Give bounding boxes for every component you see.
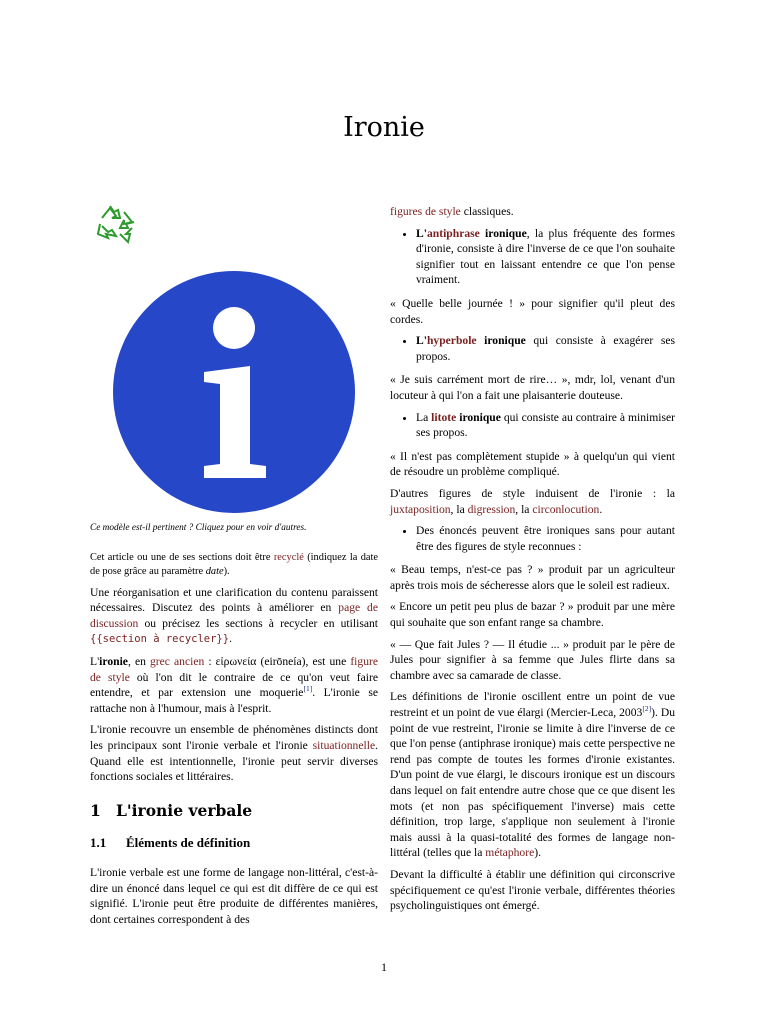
banner-paragraph: Une réorganisation et une clarification du contenu paraissent nécessaires. Discutez des points à améliorer en page de discussion ou précisez les sections à recycler en utilisant {{section à recycler}}. <box>90 585 379 646</box>
page-title: Ironie <box>343 112 425 143</box>
section-heading-1: 1 L'ironie verbale <box>90 800 253 820</box>
banner-notice: Cet article ou une de ses sections doit être recyclé (indiquez la date de pose grâce au paramètre date). <box>90 551 379 577</box>
link-discussion[interactable]: page de discussion <box>90 601 379 630</box>
left-column <box>90 200 378 933</box>
bullet-list-2 <box>390 333 675 364</box>
right-column <box>390 204 675 920</box>
verbal-irony-paragraph: L'ironie verbale est une forme de langage non-littéral, c'est-à-dire un énoncé dans lequel ce qui est dit diffère de ce qui est signifié. L'ironie peut être produite de différentes manières, dont certaines correspondent à des <box>90 865 378 926</box>
example-3: « Il n'est pas complètement stupide » à quelqu'un qui vient de résoudre un problème compliqué. <box>390 449 675 479</box>
continuation: figures de style classiques. <box>390 205 514 218</box>
link-digression[interactable]: digression <box>467 502 516 516</box>
example-1: « Quelle belle journée ! » pour signifier qu'il pleut des cordes. <box>390 296 675 326</box>
definitions-paragraph: Les définitions de l'ironie oscillent entre un point de vue restreint et un point de vue élargi (Mercier-Leca, 2003[2]). Du point de vue restreint, l'ironie se limite à dire l'inverse de ce que l'on pense (antiphrase ironique) mais cette perspective ne rend pas compte de toutes les formes d'ironie existantes. D'un point de vue élargi, le discours ironique est un discours dans lequel on fait entendre autre chose que ce que disent les mots (et non pas spécifiquement l'inverse) mais cette définition, trop large, s'applique non seulement à l'ironie mais aussi à la quasi-totalité des formes de langage non-littéral (telles que la métaphore). <box>390 690 675 860</box>
example-4: « Beau temps, n'est-ce pas ? » produit par un agriculteur après trois mois de sécheresse alors que le soleil est radieux. <box>390 563 675 592</box>
template-code: {{section à recycler}} <box>90 633 230 646</box>
list-item: • L'hyperbole ironique qui consiste à exagérer ses propos. <box>416 333 675 364</box>
list-item: • L'antiphrase ironique, la plus fréquente des formes d'ironie, consiste à dire l'inverse de ce que l'on souhaite signifier tout en laissant entendre ce que l'on pense vraiment. <box>416 226 675 288</box>
example-5: « Encore un petit peu plus de bazar ? » produit par une mère qui souhaite que son enfant range sa chambre. <box>390 600 675 630</box>
bullet-list-1 <box>390 226 675 288</box>
link-grec-ancien[interactable]: grec ancien <box>149 654 205 668</box>
link-circonlocution[interactable]: circonlocution <box>532 502 600 516</box>
link-situationnelle[interactable]: situationnelle <box>312 738 376 752</box>
bullet-list-3 <box>390 410 675 441</box>
ref-1[interactable]: [1] <box>303 684 313 694</box>
section-heading-1-1: 1.1 Éléments de définition <box>90 835 251 851</box>
link-litote[interactable]: litote <box>431 410 457 424</box>
link-antiphrase[interactable]: antiphrase <box>426 226 480 240</box>
ref-2[interactable]: [2] <box>642 704 652 714</box>
link-recycle[interactable]: recyclé <box>273 551 304 563</box>
link-metaphore[interactable]: métaphore <box>485 846 535 860</box>
other-figures-paragraph: D'autres figures de style induisent de l'ironie : la juxtaposition, la digression, la circonlocution. <box>390 486 675 516</box>
list-item: • La litote ironique qui consiste au contraire à minimiser ses propos. <box>416 410 675 441</box>
intro-paragraph-2: L'ironie recouvre un ensemble de phénomènes distincts dont les principaux sont l'ironie verbale et l'ironie situationnelle. Quand elle est intentionnelle, l'ironie peut servir diverses fonctions sociales et littéraires. <box>90 723 378 784</box>
recycle-icon[interactable] <box>94 204 138 246</box>
banner-caption[interactable]: Ce modèle est-il pertinent ? Cliquez pour en voir d'autres. <box>90 523 307 533</box>
bullet-list-4 <box>390 523 675 554</box>
link-figure-de-style[interactable]: figure de style <box>90 654 378 684</box>
list-item: • Des énoncés peuvent être ironiques sans pour autant être des figures de style reconnues : <box>416 523 675 554</box>
link-juxtaposition[interactable]: juxtaposition <box>390 502 451 516</box>
page-number: 1 <box>381 960 387 974</box>
intro-paragraph-1: L'ironie, en grec ancien : εἰρωνεία (eirōneía), est une figure de style où l'on dit le contraire de ce qu'on veut faire entendre, et par extension une moquerie[1]. L'ironie se rattache non à l'humour, mais à l'esprit. <box>90 654 378 715</box>
link-hyperbole[interactable]: hyperbole <box>426 334 477 348</box>
example-6: « — Que fait Jules ? — Il étudie ... » produit par le père de Jules pour signifier à sa femme que Jules flirte dans sa chambre avec sa camarade de classe. <box>390 637 675 682</box>
link-figures-de-style[interactable]: figures de style <box>390 205 461 218</box>
info-icon[interactable] <box>90 270 378 515</box>
example-2: « Je suis carrément mort de rire… », mdr, lol, venant d'un locuteur à qui l'on a fait une plaisanterie douteuse. <box>390 373 675 402</box>
closing-paragraph: Devant la difficulté à établir une définition qui circonscrive spécifiquement ce qu'est l'ironie verbale, différentes théories psycholinguistiques ont émergé. <box>390 867 675 913</box>
